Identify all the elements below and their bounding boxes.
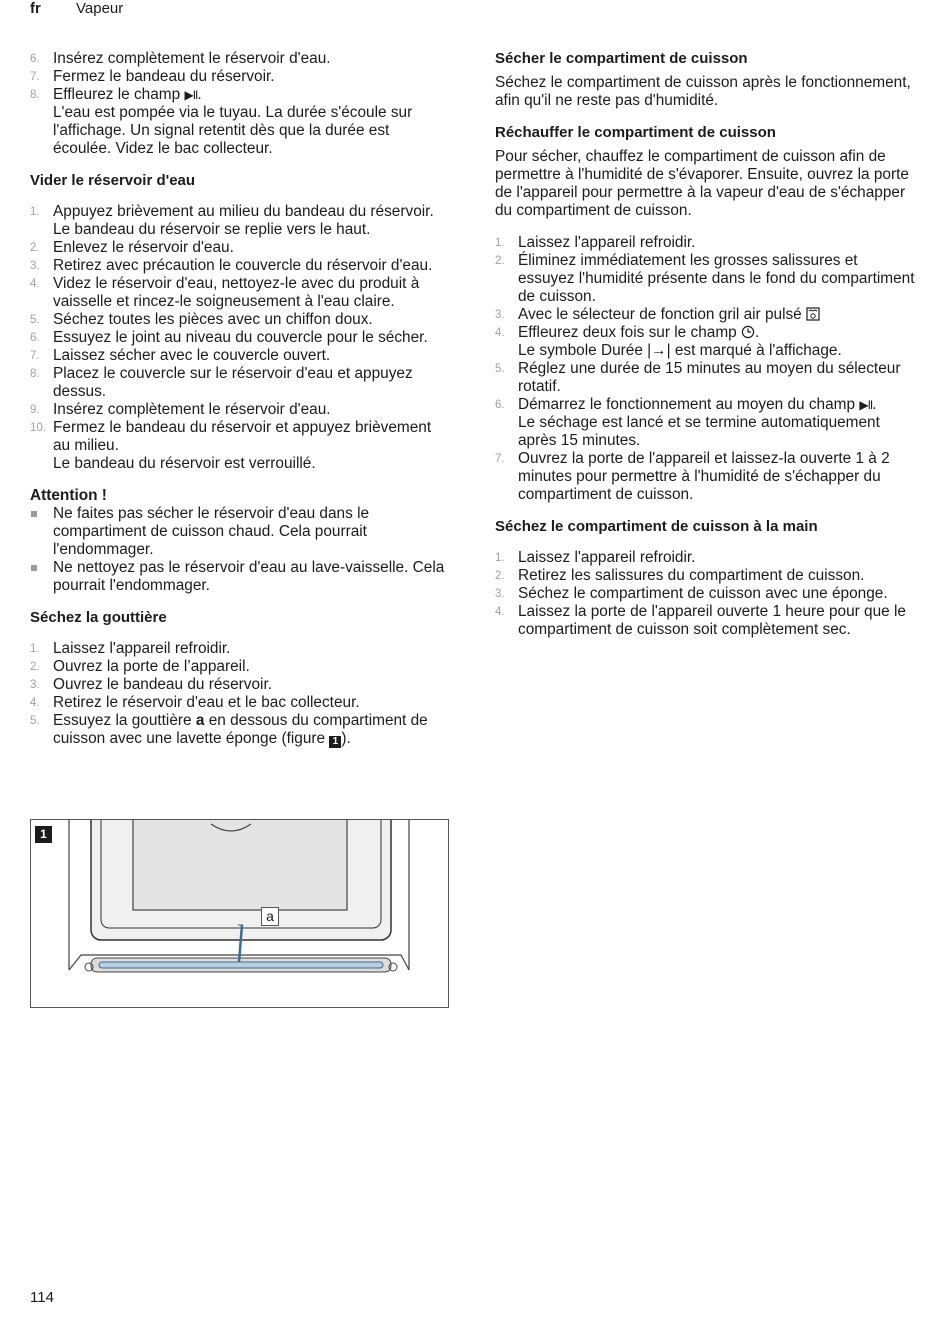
list-item: 8. Effleurez le champ ▶II. L'eau est pompée via le tuyau. La durée s'écoule sur l'affichage. Un signal retentit dès que la durée est écoulée. Videz le bac collecteur. — [30, 86, 413, 157]
list-item: 6. Démarrez le fonctionnement au moyen du champ ▶II. Le séchage est lancé et se termine automatiquement après 15 minutes. — [495, 396, 880, 449]
main-steps — [495, 549, 915, 639]
clock-icon — [741, 325, 755, 339]
list-item: 1. Laissez l'appareil refroidir. — [495, 549, 696, 566]
list-item: 6. Essuyez le joint au niveau du couvercle pour le sécher. — [30, 329, 428, 346]
section-heading: Sécher le compartiment de cuisson — [495, 50, 748, 67]
list-item: 6. Insérez complètement le réservoir d'eau. — [30, 50, 331, 67]
intro-steps — [30, 50, 450, 158]
list-item: 2. Enlevez le réservoir d'eau. — [30, 239, 234, 256]
list-item: 1. Laissez l'appareil refroidir. — [495, 234, 696, 251]
callout-letter: a — [195, 712, 205, 729]
rechauffer-steps — [495, 234, 915, 504]
list-item: 9. Insérez complètement le réservoir d'eau. — [30, 401, 331, 418]
list-item: 7. Fermez le bandeau du réservoir. — [30, 68, 275, 85]
play-pause-icon: ▶II — [859, 398, 873, 412]
left-column — [30, 50, 450, 762]
attention-list — [30, 505, 450, 595]
list-item: 3. Avec le sélecteur de fonction gril air pulsé — [495, 306, 915, 324]
section-heading: Séchez le compartiment de cuisson à la main — [495, 518, 818, 535]
list-item: 1. Appuyez brièvement au milieu du bandeau du réservoir. Le bandeau du réservoir se replie vers le haut. — [30, 203, 434, 238]
list-item: 2. Retirez les salissures du compartiment de cuisson. — [495, 567, 865, 584]
bullet-square-icon — [31, 565, 37, 571]
page-number: 114 — [30, 1289, 54, 1306]
list-item: 5. Essuyez la gouttière a en dessous du compartiment de cuisson avec une lavette éponge (figure 1 ). — [30, 712, 428, 747]
fan-grill-icon — [806, 307, 820, 321]
list-item: 4. Laissez la porte de l'appareil ouverte 1 heure pour que le compartiment de cuisson soit complètement sec. — [495, 603, 906, 638]
paragraph: Séchez le compartiment de cuisson après le fonctionnement, afin qu'il ne reste pas d'humidité. — [495, 74, 911, 109]
section-heading: Vider le réservoir d'eau — [30, 172, 196, 189]
list-item: Ne faites pas sécher le réservoir d'eau dans le compartiment de cuisson chaud. Cela pourrait l'endommager. — [30, 505, 450, 559]
list-item: Ne nettoyez pas le réservoir d'eau au lave-vaisselle. Cela pourrait l'endommager. — [30, 559, 450, 595]
list-item: 8. Placez le couvercle sur le réservoir d'eau et appuyez dessus. — [30, 365, 413, 400]
list-item: 1. Laissez l'appareil refroidir. — [30, 640, 231, 657]
list-item: 4. Effleurez deux fois sur le champ . Le symbole Durée |→| est marqué à l'affichage. — [495, 324, 842, 359]
figure-oven-gutter — [30, 819, 449, 1008]
list-item: 7. Ouvrez la porte de l'appareil et laissez-la ouverte 1 à 2 minutes pour permettre à l'humidité de s'échapper du compartiment de cuisson. — [495, 450, 890, 503]
figure-number-badge: 1 — [35, 826, 52, 843]
list-item: 5. Réglez une durée de 15 minutes au moyen du sélecteur rotatif. — [495, 360, 901, 395]
gouttiere-steps — [30, 640, 450, 748]
attention-heading: Attention ! — [30, 487, 107, 504]
figure-reference-badge: 1 — [329, 736, 341, 748]
list-item: 3. Séchez le compartiment de cuisson avec une éponge. — [495, 585, 888, 602]
list-item: 7. Laissez sécher avec le couvercle ouvert. — [30, 347, 331, 364]
language-code: fr — [30, 0, 41, 17]
list-item: 5. Séchez toutes les pièces avec un chiffon doux. — [30, 311, 373, 328]
page-header — [30, 0, 124, 18]
list-item: 2. Éliminez immédiatement les grosses salissures et essuyez l'humidité présente dans le fond du compartiment de cuisson. — [495, 252, 915, 305]
paragraph: Pour sécher, chauffez le compartiment de cuisson afin de permettre à l'humidité de s'évaporer. Ensuite, ouvrez la porte de l'appareil pour permettre à la vapeur d'eau de s'échapper du compartiment de cuisson. — [495, 148, 909, 219]
list-item: 3. Ouvrez le bandeau du réservoir. — [30, 676, 273, 693]
list-item: 10. Fermez le bandeau du réservoir et appuyez brièvement au milieu. Le bandeau du réservoir est verrouillé. — [30, 419, 432, 472]
play-pause-icon: ▶II — [184, 88, 198, 102]
list-item: 3. Retirez avec précaution le couvercle du réservoir d'eau. — [30, 257, 433, 274]
list-item: 4. Videz le réservoir d'eau, nettoyez-le avec du produit à vaisselle et rincez-le soigneusement à l'eau claire. — [30, 275, 420, 310]
bullet-square-icon — [31, 511, 37, 517]
section-title: Vapeur — [76, 0, 124, 17]
oven-illustration — [31, 820, 448, 1007]
section-heading: Réchauffer le compartiment de cuisson — [495, 124, 776, 141]
figure-callout-label: a — [261, 907, 279, 926]
list-item: 4. Retirez le réservoir d'eau et le bac collecteur. — [30, 694, 360, 711]
section-heading: Séchez la gouttière — [30, 609, 167, 626]
right-column — [495, 50, 915, 653]
vider-steps — [30, 203, 450, 473]
list-item: 2. Ouvrez la porte de l’appareil. — [30, 658, 250, 675]
